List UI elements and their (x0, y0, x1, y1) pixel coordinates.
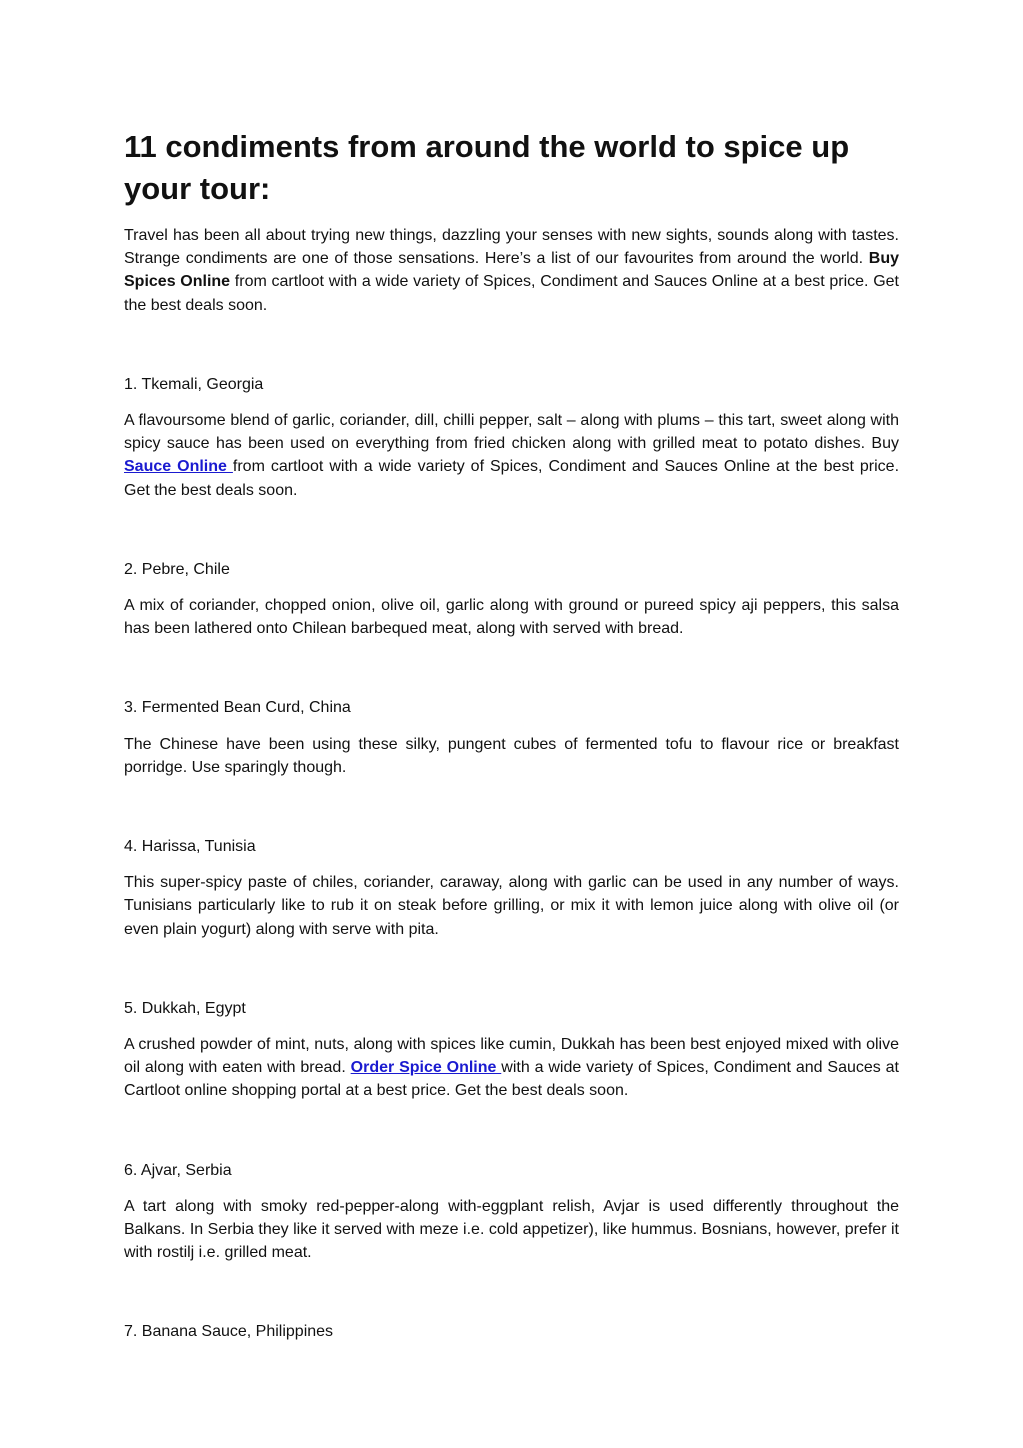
item-heading-fermented-bean-curd: 3. Fermented Bean Curd, China (124, 699, 351, 717)
item-heading-tkemali: 1. Tkemali, Georgia (124, 375, 264, 393)
item-heading-pebre: 2. Pebre, Chile (124, 560, 230, 578)
order-spice-online-link[interactable]: Order Spice Online (350, 1059, 502, 1077)
page-title: 11 condiments from around the world to spice up your tour: (124, 129, 850, 206)
item-heading-harissa: 4. Harissa, Tunisia (124, 838, 256, 856)
item-body-harissa: This super-spicy paste of chiles, coriander, caraway, along with garlic can be used in any number of ways. Tunisians particularly like to rub it on steak before grilling, or mix it with lemon juice along with olive oil (or even plain yogurt) along with serve with pita. (124, 874, 899, 938)
item-heading-ajvar: 6. Ajvar, Serbia (124, 1161, 232, 1179)
item-body-ajvar: A tart along with smoky red-pepper-along with-eggplant relish, Avjar is used differently throughout the Balkans. In Serbia they like it served with meze i.e. cold appetizer), like hummus. Bosnians, however, prefer it with rostilj i.e. grilled meat. (124, 1197, 899, 1262)
document-page (124, 126, 899, 1357)
item-body-text: A crushed powder of mint, nuts, along with spices like cumin, Dukkah has been best enjoyed mixed with olive oil along with eaten with bread. (124, 1036, 899, 1077)
sauce-online-link[interactable]: Sauce Online (124, 458, 233, 476)
intro-paragraph (124, 224, 899, 317)
item-body-fermented-bean-curd: The Chinese have been using these silky, pungent cubes of fermented tofu to flavour rice or breakfast porridge. Use sparingly though. (124, 735, 899, 776)
item-body-dukkah (124, 1033, 899, 1103)
item-body-tkemali (124, 409, 899, 502)
intro-text-after: from cartloot with a wide variety of Spices, Condiment and Sauces Online at a best price. Get the best deals soon. (124, 273, 900, 314)
item-body-text: with a wide variety of Spices, Condiment and Sauces at Cartloot online shopping portal at a best price. Get the best deals soon. (124, 1059, 900, 1100)
item-body-pebre: A mix of coriander, chopped onion, olive oil, garlic along with ground or pureed spicy aji peppers, this salsa has been lathered onto Chilean barbequed meat, along with served with bread. (124, 597, 899, 638)
intro-text-before: Travel has been all about trying new things, dazzling your senses with new sights, sounds along with tastes. Strange condiments are one of those sensations. Here’s a list of our favourites from around the world. (124, 227, 899, 268)
item-body-text: A flavoursome blend of garlic, coriander, dill, chilli pepper, salt – along with plums – this tart, sweet along with spicy sauce has been used on everything from fried chicken along with grilled meat to potato dishes. Buy (124, 412, 899, 453)
intro-bold-text: Buy Spices Online (124, 250, 899, 291)
item-heading-dukkah: 5. Dukkah, Egypt (124, 999, 246, 1017)
item-body-text: from cartloot with a wide variety of Spices, Condiment and Sauces Online at the best price. Get the best deals soon. (124, 458, 900, 499)
item-heading-banana-sauce: 7. Banana Sauce, Philippines (124, 1323, 334, 1341)
